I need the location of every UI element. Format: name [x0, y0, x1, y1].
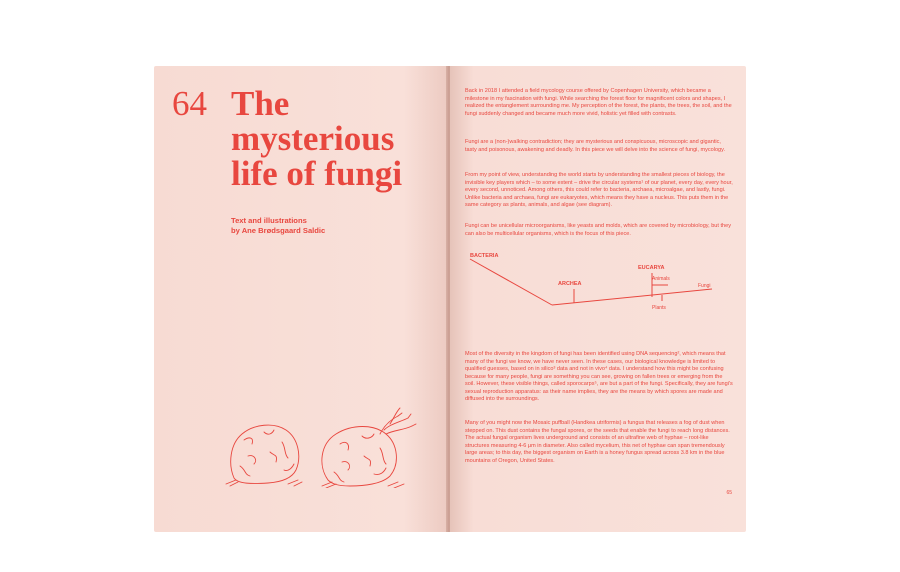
puffball-illustration	[224, 404, 424, 488]
left-page	[154, 66, 448, 532]
paragraph	[465, 351, 733, 404]
paragraph-text: Back in 2018 I attended a field mycology course offered by Copenhagen University, which became a milestone in my fascination with fungi. While searching the forest floor for magnificent colors and shapes, I realized the entanglement surrounding me. My perception of the forest, the plants, the trees, the soil, and the fungi suddenly changed and became much more vivid, holistic yet filled with contrasts.	[465, 88, 732, 117]
paragraph	[465, 223, 733, 238]
title-line: life of fungi	[231, 154, 403, 193]
article-title	[231, 86, 441, 191]
paragraph	[465, 172, 733, 210]
label-archea: ARCHEA	[558, 281, 582, 287]
label-fungi: Fungi	[698, 283, 711, 289]
label-animals: Animals	[652, 276, 670, 282]
paragraph	[465, 88, 733, 118]
magazine-spread	[154, 66, 746, 532]
paragraph	[465, 139, 733, 154]
label-eucarya: EUCARYA	[638, 265, 665, 271]
paragraph-text: Fungi are a (non-)walking contradiction; they are mysterious and conspicuous, microscopic and gigantic, tasty and poisonous, awakening and deadly. In this piece we will delve into the science of fungi, mycology.	[465, 139, 726, 153]
main-trunk	[552, 289, 712, 305]
paragraph-text: From my point of view, understanding the world starts by understanding the smallest pieces of biology, the invisible key players which – to some extent – drive the circular systems¹ of our planet, every day, every hour, every second, unnoticed. Among others, this could refer to bacteria, archaea, microalgae, and lastly, fungi. Unlike bacteria and archaea, fungi are eukaryotes, which means they have a nucleus. This puts them in the same category as plants, animals, and algae (see diagram).	[465, 172, 733, 208]
byline	[231, 216, 431, 236]
label-bacteria: BACTERIA	[470, 253, 499, 259]
title-line: The	[231, 84, 290, 123]
paragraph-text: Many of you might now the Mosaic puffball (Handkea utriformis) a fungus that releases a fog of dust when stepped on. This dust contains the fungal spores, or the seeds that enable the fungi to reach long distances. The actual fungal organism lives underground and consists of an ultrafine web of hyphae – root-like structures measuring 4-6 μm in diameter. Also called mycelium, this net of hyphae can span tremendously large areas; to this day, the biggest organism on Earth is a honey fungus spread across 3.8 km in the blue mountains of Oregon, United States.	[465, 420, 730, 464]
bacteria-branch	[470, 259, 552, 305]
page-number: 64	[172, 84, 207, 123]
title-line: mysterious	[231, 119, 395, 158]
byline-line: Text and illustrations	[231, 216, 307, 225]
label-plants: Plants	[652, 305, 666, 311]
page-folio: 65	[726, 490, 732, 496]
paragraph-text: Most of the diversity in the kingdom of fungi has been identified using DNA sequencing², which means that many of the fungi we know, we have never seen. In these cases, our biological knowledge is limited to qualified guesses, based on in silico³ data and not in vivo⁴ data. I understand how this might be confusing because for many people, fungi are something you can see, growing on fallen trees or emerging from the soil. However, these visible things, called sporocarps⁵, are but a part of the fungi. Specifically, they are fungi's sexual reproduction apparatus: as their name implies, they are the means by which spores are made and diffused into the surroundings.	[465, 351, 733, 402]
byline-line: by Ane Brødsgaard Saldic	[231, 226, 326, 235]
paragraph-text: Fungi can be unicellular microorganisms, like yeasts and molds, which are covered by microbiology, but they can also be multicellular organisms, which is the focus of this piece.	[465, 223, 731, 237]
paragraph	[465, 420, 733, 465]
right-page	[450, 66, 746, 532]
tree-of-life-diagram	[462, 249, 732, 319]
